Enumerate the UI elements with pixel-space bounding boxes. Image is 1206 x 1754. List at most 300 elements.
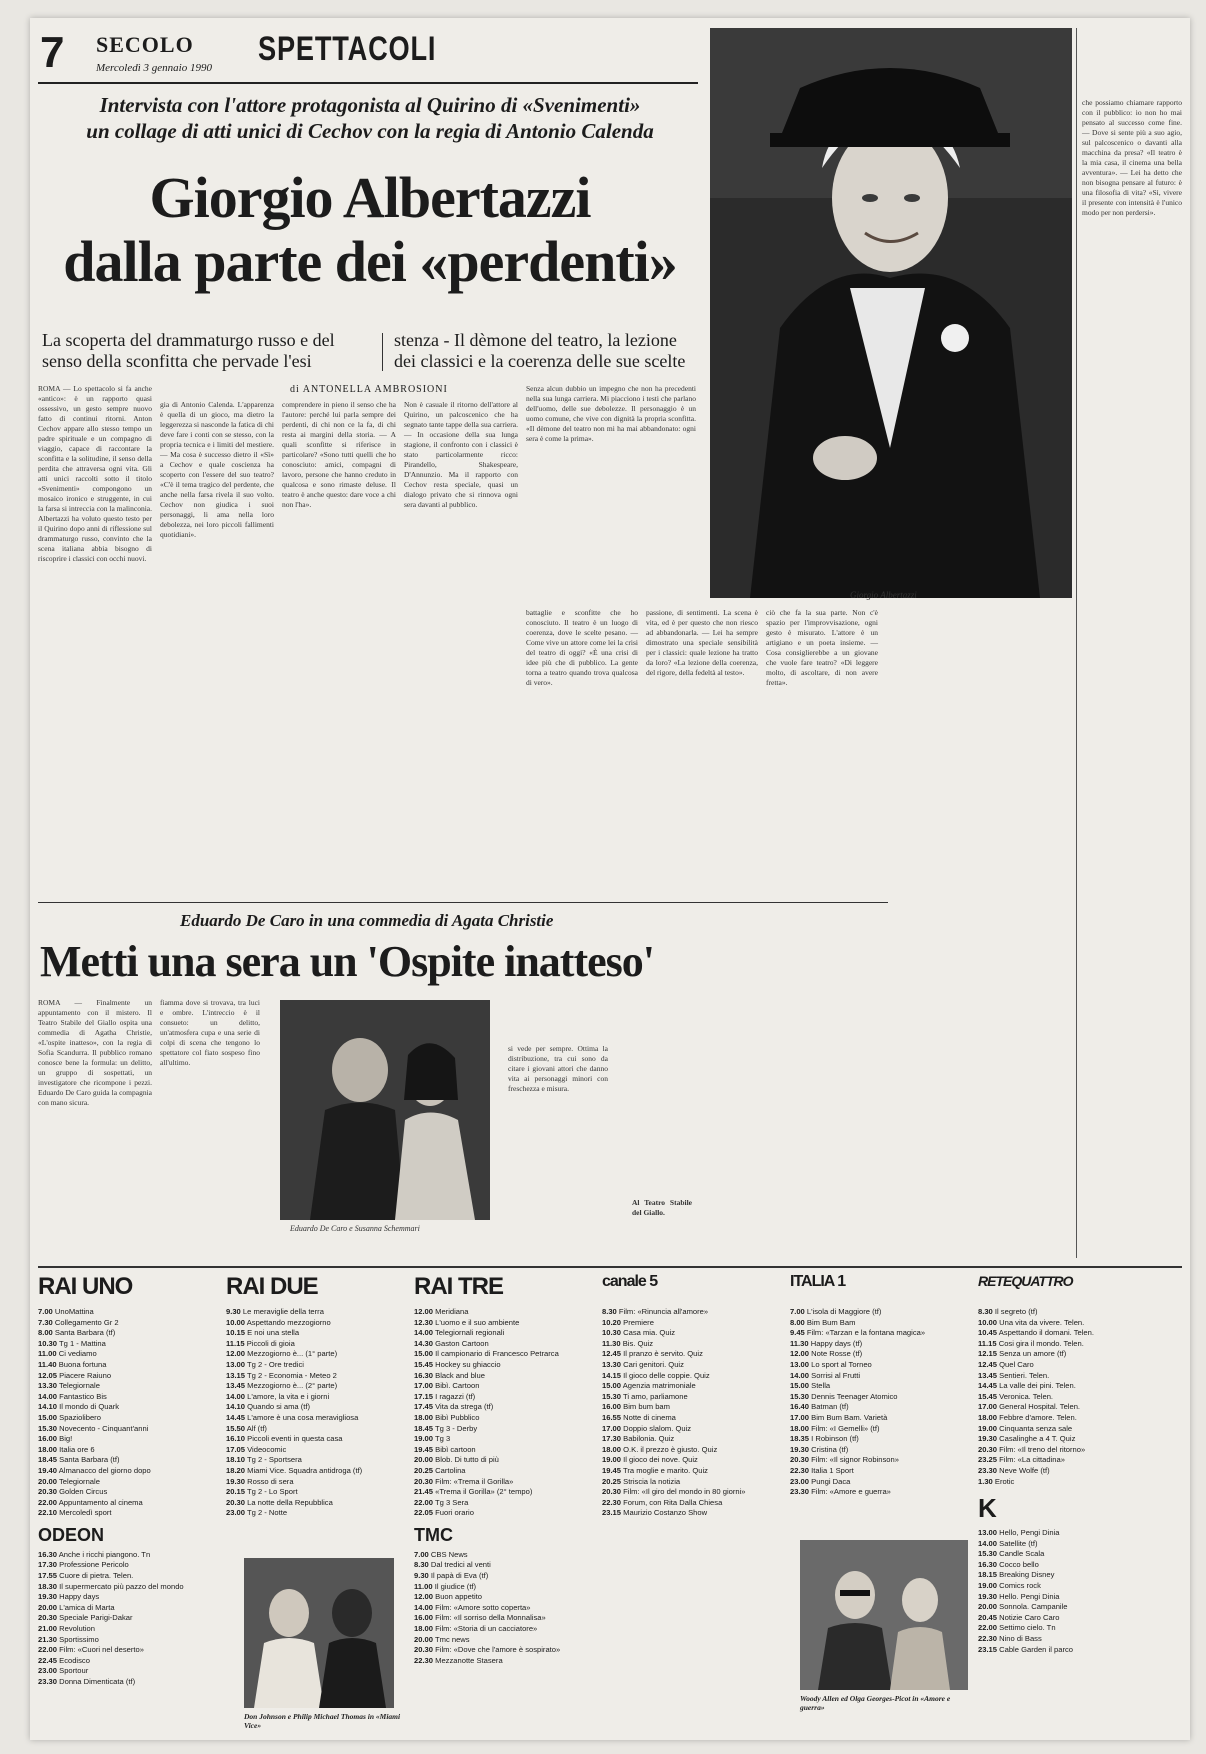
program-time: 18.00	[414, 1624, 434, 1634]
tv-program-row	[226, 1466, 402, 1477]
tv-program-row	[978, 1477, 1182, 1488]
program-time: 14.00	[414, 1328, 434, 1338]
raiuno-schedule	[38, 1307, 214, 1519]
tv-program-row	[978, 1402, 1182, 1413]
program-title: Ecodisco	[57, 1655, 90, 1665]
program-title: Dal tredici al venti	[428, 1560, 491, 1570]
program-time: 14.45	[226, 1412, 246, 1422]
tv-program-row	[226, 1498, 402, 1509]
program-time: 13.45	[226, 1381, 246, 1391]
tv-program-row	[414, 1445, 590, 1456]
program-title: Spaziolibero	[57, 1412, 101, 1422]
program-title: Comics rock	[997, 1581, 1041, 1591]
program-title: Forum, con Rita Dalla Chiesa	[621, 1497, 723, 1507]
program-time: 22.30	[602, 1497, 622, 1507]
program-title: Satellite (tf)	[997, 1538, 1038, 1548]
tv-program-row	[602, 1508, 778, 1519]
program-time: 11.30	[602, 1338, 621, 1348]
tv-retequattro	[978, 1273, 1182, 1735]
tv-program-row	[38, 1445, 214, 1456]
program-time: 14.30	[414, 1338, 434, 1348]
page-number: 7	[40, 28, 65, 77]
tv-program-row	[602, 1455, 778, 1466]
program-time: 14.00	[226, 1391, 246, 1401]
program-time: 13.00	[978, 1528, 998, 1538]
program-title: Film: «Storia di un cacciatore»	[433, 1624, 538, 1634]
program-time: 12.15	[978, 1349, 998, 1359]
tv-program-row	[414, 1360, 590, 1371]
program-time: 8.30	[978, 1307, 993, 1316]
program-title: Il supermercato più pazzo del mondo	[57, 1581, 184, 1591]
program-title: I Robinson (tf)	[809, 1434, 859, 1444]
program-title: Telegiornale	[57, 1381, 100, 1391]
program-time: 7.00	[38, 1307, 53, 1316]
tv-program-row	[226, 1339, 402, 1350]
tv-program-row	[790, 1466, 966, 1477]
tv-program-row	[790, 1487, 966, 1498]
program-title: Bibì cartoon	[433, 1444, 476, 1454]
program-title: L'isola di Maggiore (tf)	[804, 1307, 882, 1316]
program-time: 15.50	[226, 1423, 246, 1433]
program-title: Speciale Parigi-Dakar	[57, 1613, 133, 1623]
issue-date: Mercoledì 3 gennaio 1990	[96, 62, 212, 74]
program-title: Quando si ama (tf)	[245, 1402, 311, 1412]
program-time: 12.45	[602, 1349, 622, 1359]
tv-program-row	[602, 1392, 778, 1403]
program-title: O.K. il prezzo è giusto. Quiz	[621, 1444, 718, 1454]
program-time: 19.30	[790, 1444, 810, 1454]
odeon-schedule	[38, 1550, 214, 1688]
tv-program-row	[38, 1624, 214, 1635]
tv-program-row	[38, 1392, 214, 1403]
tmc-logo: TMC	[414, 1524, 453, 1545]
program-time: 16.30	[414, 1370, 434, 1380]
program-time: 7.00	[790, 1307, 805, 1316]
article-headline-line1: Giorgio Albertazzi	[149, 165, 591, 230]
program-title: Piccoli eventi in questa casa	[245, 1434, 343, 1444]
program-time: 18.10	[226, 1455, 246, 1465]
program-time: 15.30	[978, 1549, 998, 1559]
program-title: Breaking Disney	[997, 1570, 1055, 1580]
program-title: Fuori orario	[433, 1508, 474, 1518]
program-title: Fantastico Bis	[57, 1391, 107, 1401]
program-time: 19.30	[38, 1592, 58, 1602]
program-title: Tg 2 - Notte	[245, 1508, 288, 1518]
program-title: Buon appetito	[433, 1592, 482, 1602]
tv-program-row	[978, 1413, 1182, 1424]
tv-program-row	[790, 1360, 966, 1371]
tv-program-row	[226, 1371, 402, 1382]
program-title: Neve Wolfe (tf)	[997, 1465, 1050, 1475]
program-time: 23.25	[978, 1455, 998, 1465]
albertazzi-portrait-image	[710, 28, 1072, 598]
tv-program-row	[790, 1371, 966, 1382]
program-title: Una vita da vivere. Telen.	[997, 1317, 1085, 1327]
program-time: 20.30	[602, 1487, 622, 1497]
program-time: 8.00	[790, 1317, 805, 1327]
program-title: Pungi Daca	[809, 1476, 851, 1486]
program-title: Alf (tf)	[245, 1423, 267, 1433]
program-time: 21.30	[38, 1634, 58, 1644]
program-title: Batman (tf)	[809, 1402, 849, 1412]
program-title: Notizie Caro Caro	[997, 1612, 1060, 1622]
program-title: Mezzogiorno è... (1° parte)	[245, 1349, 338, 1359]
program-title: Senza un amore (tf)	[997, 1349, 1067, 1359]
program-title: Casa mia. Quiz	[621, 1328, 676, 1338]
program-title: General Hospital. Telen.	[997, 1402, 1081, 1412]
program-time: 15.00	[790, 1381, 810, 1391]
program-title: Professione Pericolo	[57, 1560, 129, 1570]
tv-program-row	[226, 1508, 402, 1519]
tv-program-row	[602, 1445, 778, 1456]
program-title: Sportour	[57, 1666, 89, 1676]
albertazzi-photo	[710, 28, 1072, 598]
tv-program-row	[790, 1349, 966, 1360]
program-time: 16.00	[414, 1613, 434, 1623]
tv-program-row	[414, 1455, 590, 1466]
article-column-1: ROMA — Lo spettacolo si fa anche «antico»: è un rapporto quasi ossessivo, un gesto sempre nuovo fatto di continui ritorni. Anton Cechov appare allo stesso tempo un padre spirituale e un compagno di viaggio, capace di raccontare la sconfitta e la solitudine, il senso della perdita che attraversa ogni vita. Gli atti unici raccolti sotto il titolo «Svenimenti» compongono un mosaico ironico e struggente, in cui la farsa si intreccia con la malinconia. Albertazzi ha voluto questo testo per il Quirino dopo anni di riflessione sul drammaturgo russo, convinto che la scena italiana abbia bisogno di riscoprire i classici con occhi nuovi.	[38, 384, 152, 563]
tv-program-row	[602, 1349, 778, 1360]
tv-program-row	[226, 1349, 402, 1360]
tv-program-row	[38, 1371, 214, 1382]
program-title: Aspettando il domani. Telen.	[997, 1328, 1094, 1338]
tv-program-row	[790, 1339, 966, 1350]
program-time: 18.45	[414, 1423, 434, 1433]
program-title: Hockey su ghiaccio	[433, 1359, 501, 1369]
program-time: 14.00	[790, 1370, 810, 1380]
program-title: Tg 2 - Ore tredici	[245, 1359, 304, 1369]
program-title: Casalinghe a 4 T. Quiz	[997, 1434, 1076, 1444]
program-time: 7.30	[38, 1317, 53, 1327]
program-time: 10.30	[38, 1338, 58, 1348]
program-title: Film: «Cuori nel deserto»	[57, 1645, 144, 1655]
italia1-logo: ITALIA 1	[790, 1273, 846, 1290]
tv-program-row	[790, 1307, 966, 1318]
program-time: 13.15	[226, 1370, 246, 1380]
program-title: Sentieri. Telen.	[997, 1370, 1050, 1380]
tv-program-row	[226, 1434, 402, 1445]
program-time: 10.30	[602, 1328, 622, 1338]
program-title: Mercoledì sport	[57, 1508, 112, 1518]
program-title: Tg 1 - Mattina	[57, 1338, 106, 1348]
program-time: 22.10	[38, 1508, 58, 1518]
program-title: CBS News	[428, 1549, 468, 1559]
program-time: 15.30	[38, 1423, 58, 1433]
program-time: 20.30	[38, 1613, 58, 1623]
tv-program-row	[414, 1307, 590, 1318]
program-title: Tmc news	[433, 1634, 470, 1644]
program-title: Dennis Teenager Atomico	[809, 1391, 898, 1401]
tv-program-row	[414, 1466, 590, 1477]
column-divider	[1076, 28, 1077, 1258]
article2-photo-caption: Eduardo De Caro e Susanna Schemmari	[290, 1224, 420, 1233]
program-time: 19.45	[602, 1465, 622, 1475]
program-time: 22.00	[414, 1497, 434, 1507]
tv-program-row	[414, 1635, 590, 1646]
tv-program-row	[978, 1549, 1182, 1560]
program-time: 15.45	[978, 1391, 998, 1401]
tv-program-row	[226, 1392, 402, 1403]
program-title: Maurizio Costanzo Show	[621, 1508, 708, 1518]
tv-program-row	[414, 1603, 590, 1614]
program-time: 9.45	[790, 1328, 805, 1338]
program-title: Golden Circus	[57, 1487, 108, 1497]
tv-program-row	[414, 1487, 590, 1498]
program-title: Film: «Amore e guerra»	[809, 1487, 891, 1497]
tv-program-row	[602, 1402, 778, 1413]
tv-program-row	[978, 1602, 1182, 1613]
program-title: Sorrisi al Frutti	[809, 1370, 861, 1380]
tv-program-row	[602, 1328, 778, 1339]
tv-program-row	[790, 1434, 966, 1445]
program-time: 14.00	[414, 1602, 434, 1612]
program-title: Stella	[809, 1381, 831, 1391]
canale5-logo: canale 5	[602, 1273, 658, 1290]
program-title: Hello, Pengi Dinia	[997, 1528, 1060, 1538]
program-title: Tg 2 - Sportsera	[245, 1455, 302, 1465]
program-time: 12.45	[978, 1359, 998, 1369]
program-time: 22.00	[38, 1497, 58, 1507]
program-title: Ti amo, parliamone	[621, 1391, 688, 1401]
tv-program-row	[38, 1592, 214, 1603]
tv-program-row	[38, 1635, 214, 1646]
program-time: 21.00	[38, 1624, 58, 1634]
program-title: Appuntamento al cinema	[57, 1497, 143, 1507]
program-title: Film: «Trema il Gorilla»	[433, 1476, 514, 1486]
program-time: 23.00	[38, 1666, 58, 1676]
tv-program-row	[602, 1371, 778, 1382]
program-title: Doppio slalom. Quiz	[621, 1423, 692, 1433]
program-time: 18.00	[414, 1412, 434, 1422]
tv-program-row	[414, 1560, 590, 1571]
program-title: Anche i ricchi piangono. Tn	[57, 1549, 151, 1559]
program-time: 20.30	[414, 1645, 434, 1655]
program-title: Rosso di sera	[245, 1476, 294, 1486]
program-time: 17.30	[602, 1434, 622, 1444]
program-time: 20.30	[38, 1487, 58, 1497]
program-time: 19.45	[414, 1444, 434, 1454]
tv-program-row	[978, 1307, 1182, 1318]
tv-raiuno	[38, 1273, 214, 1735]
tv-program-row	[790, 1381, 966, 1392]
program-time: 18.00	[38, 1444, 58, 1454]
program-title: L'amica di Marta	[57, 1602, 115, 1612]
program-title: Buona fortuna	[56, 1359, 107, 1369]
program-time: 18.00	[978, 1412, 998, 1422]
tv-program-row	[38, 1424, 214, 1435]
tv-program-row	[414, 1582, 590, 1593]
program-title: Veronica. Telen.	[997, 1391, 1054, 1401]
program-title: Almanacco del giorno dopo	[57, 1465, 151, 1475]
program-time: 15.30	[790, 1391, 810, 1401]
program-title: Cari genitori. Quiz	[621, 1359, 684, 1369]
tv-program-row	[226, 1360, 402, 1371]
tv-program-row	[602, 1498, 778, 1509]
program-title: Il gioco dei nove. Quiz	[621, 1455, 698, 1465]
newspaper-page	[30, 18, 1190, 1740]
de-caro-scene-image	[280, 1000, 490, 1220]
program-time: 10.15	[226, 1328, 246, 1338]
program-title: Bim Bum Bam. Varietà	[809, 1412, 888, 1422]
tv-program-row	[38, 1402, 214, 1413]
tv-program-row	[978, 1445, 1182, 1456]
newspaper-name: SECOLO	[96, 32, 194, 57]
program-title: Lo sport al Torneo	[809, 1359, 872, 1369]
program-title: Cocco bello	[997, 1559, 1039, 1569]
program-title: Aspettando mezzogiorno	[245, 1317, 331, 1327]
tv-program-row	[978, 1455, 1182, 1466]
tv-program-row	[38, 1434, 214, 1445]
program-title: Bibì Pubblico	[433, 1412, 480, 1422]
program-time: 20.25	[602, 1476, 622, 1486]
program-title: Piacere Raiuno	[57, 1370, 112, 1380]
article-column-3: comprendere in pieno il senso che ha l'autore: perché lui parla sempre dei perdenti, di chi non ce la fa, di chi resta ai margini della storia. — A quali sconfitte si riferisce in particolare? «Sono tutti quelli che ho conosciuto: amici, compagni di lavoro, persone che hanno creduto in qualcosa e sono rimaste deluse. Il teatro è anche questo: dare voce a chi non l'ha».	[282, 400, 396, 509]
tv-program-row	[978, 1570, 1182, 1581]
tv-program-row	[790, 1413, 966, 1424]
tv-program-row	[602, 1307, 778, 1318]
program-title: Tg 2 - Lo Sport	[245, 1487, 298, 1497]
tv-program-row	[38, 1455, 214, 1466]
article-column-8: ciò che fa la sua parte. Non c'è spazio per l'improvvisazione, ogni gesto è misurato. L'attore è un artigiano e un poeta insieme. — Cosa consiglierebbe a un giovane che vuole fare teatro? «Di leggere molto, di ascoltare, di non avere fretta».	[766, 608, 878, 687]
program-time: 12.05	[38, 1370, 58, 1380]
program-time: 1.30	[978, 1476, 993, 1486]
tv-program-row	[978, 1539, 1182, 1550]
tv-program-row	[38, 1477, 214, 1488]
program-time: 17.55	[38, 1571, 58, 1581]
program-title: Tg 3	[433, 1434, 451, 1444]
program-title: Il gioco delle coppie. Quiz	[621, 1370, 710, 1380]
tv-program-row	[414, 1328, 590, 1339]
tv-program-row	[414, 1413, 590, 1424]
tv-program-row	[38, 1307, 214, 1318]
program-time: 15.00	[38, 1412, 58, 1422]
program-time: 18.45	[38, 1455, 58, 1465]
tv-program-row	[226, 1402, 402, 1413]
k-schedule	[978, 1528, 1182, 1655]
program-title: Il pranzo è servito. Quiz	[621, 1349, 703, 1359]
program-title: Sportissimo	[57, 1634, 99, 1644]
tv-program-row	[38, 1318, 214, 1329]
amore-e-guerra-photo	[800, 1540, 968, 1690]
program-time: 8.00	[38, 1328, 53, 1338]
canale5-schedule	[602, 1307, 778, 1519]
tv-program-row	[38, 1645, 214, 1656]
tv-program-row	[978, 1424, 1182, 1435]
amore-e-guerra-caption: Woody Allen ed Olga Georges-Picot in «Amore e guerra»	[800, 1694, 951, 1712]
program-time: 13.00	[790, 1359, 810, 1369]
tv-program-row	[38, 1571, 214, 1582]
tmc-schedule	[414, 1550, 590, 1667]
tv-program-row	[226, 1487, 402, 1498]
article2-headline: Metti una sera un 'Ospite inatteso'	[40, 937, 654, 986]
program-time: 18.30	[38, 1581, 58, 1591]
program-time: 20.15	[226, 1487, 246, 1497]
program-time: 12.00	[226, 1349, 246, 1359]
program-title: Film: «Tarzan e la fontana magica»	[804, 1328, 926, 1338]
program-time: 23.30	[790, 1487, 810, 1497]
program-time: 19.00	[414, 1434, 434, 1444]
article-column-2: gia di Antonio Calenda. L'apparenza è quella di un gioco, ma dietro la leggerezza si nasconde la fatica di chi deve fare i conti con se stesso, con la propria tecnica e i limiti del mestiere. — Ma cosa è successo dietro il «Sì» a Cechov e quale coscienza ha scoperto con l'essere del suo teatro? «C'è il tema tragico del perdente, che anche nella farsa rivela il suo volto. Cechov non giudica i suoi personaggi, li ama nella loro debolezza, nei loro piccoli fallimenti quotidiani».	[160, 400, 274, 539]
program-time: 19.00	[978, 1581, 998, 1591]
amore-e-guerra-image	[800, 1540, 968, 1690]
tv-program-row	[790, 1392, 966, 1403]
tv-program-row	[790, 1445, 966, 1456]
program-title: Tg 3 - Derby	[433, 1423, 478, 1433]
tv-program-row	[38, 1360, 214, 1371]
article-deck-left: La scoperta del drammaturgo russo e del senso della sconfitta che pervade l'esi	[42, 330, 335, 371]
tv-program-row	[38, 1603, 214, 1614]
tv-program-row	[38, 1656, 214, 1667]
tv-program-row	[790, 1455, 966, 1466]
tv-program-row	[978, 1360, 1182, 1371]
retequattro-logo: RETEQUATTRO	[978, 1273, 1073, 1289]
tv-program-row	[978, 1381, 1182, 1392]
article-column-6: battaglie e sconfitte che ho conosciuto. Il teatro è un luogo di coerenza, dove le scelte pesano. — Come vive un attore come lei la crisi del teatro di oggi? «È una crisi di idee più che di pubblico. La gente torna a teatro quando trova qualcosa di vero».	[526, 608, 638, 687]
program-title: Cuore di pietra. Telen.	[57, 1571, 134, 1581]
program-title: Babilonia. Quiz	[621, 1434, 675, 1444]
program-title: Cristina (tf)	[809, 1444, 849, 1454]
program-time: 17.00	[602, 1423, 622, 1433]
k-logo: K	[978, 1493, 997, 1524]
miami-vice-caption: Don Johnson e Philip Michael Thomas in «Miami Vice»	[244, 1712, 401, 1730]
program-title: Big!	[57, 1434, 73, 1444]
program-title: Miami Vice. Squadra antidroga (tf)	[245, 1465, 363, 1475]
program-title: Black and blue	[433, 1370, 485, 1380]
raidue-schedule	[226, 1307, 402, 1519]
program-time: 19.00	[978, 1423, 998, 1433]
program-time: 14.10	[38, 1402, 58, 1412]
program-title: Santa Barbara (tf)	[52, 1328, 116, 1338]
program-title: Agenzia matrimoniale	[621, 1381, 696, 1391]
program-time: 11.15	[226, 1338, 245, 1348]
program-title: Hello. Pengi Dinia	[997, 1591, 1060, 1601]
program-time: 22.30	[790, 1465, 810, 1475]
program-time: 22.30	[978, 1634, 998, 1644]
tv-program-row	[226, 1413, 402, 1424]
tv-program-row	[978, 1528, 1182, 1539]
program-time: 20.30	[226, 1497, 246, 1507]
program-title: UnoMattina	[52, 1307, 94, 1316]
tv-program-row	[226, 1477, 402, 1488]
tv-program-row	[414, 1339, 590, 1350]
tv-program-row	[602, 1360, 778, 1371]
program-title: Cinquanta senza sale	[997, 1423, 1073, 1433]
program-time: 15.00	[602, 1381, 622, 1391]
program-title: Tg 3 Sera	[433, 1497, 469, 1507]
tv-program-row	[38, 1487, 214, 1498]
tv-program-row	[602, 1339, 778, 1350]
tv-program-row	[978, 1318, 1182, 1329]
retequattro-schedule	[978, 1307, 1182, 1487]
program-title: Le meraviglie della terra	[240, 1307, 324, 1316]
program-title: Film: «La cittadina»	[997, 1455, 1065, 1465]
tv-program-row	[414, 1318, 590, 1329]
program-title: Nino di Bass	[997, 1634, 1042, 1644]
article-byline: di ANTONELLA AMBROSIONI	[290, 384, 448, 395]
program-time: 12.00	[414, 1307, 434, 1316]
program-time: 20.30	[790, 1455, 810, 1465]
raiuno-logo: RAI UNO	[38, 1273, 133, 1300]
program-title: Meridiana	[433, 1307, 469, 1316]
article-headline-line2: dalla parte dei «perdenti»	[63, 229, 677, 294]
program-time: 14.00	[38, 1391, 58, 1401]
tv-program-row	[414, 1381, 590, 1392]
program-time: 9.30	[226, 1307, 241, 1316]
program-time: 11.40	[38, 1359, 57, 1369]
article-kicker-line1: Intervista con l'attore protagonista al Quirino di «Svenimenti»	[99, 93, 641, 117]
program-title: Cartolina	[433, 1465, 466, 1475]
program-time: 16.30	[38, 1549, 58, 1559]
